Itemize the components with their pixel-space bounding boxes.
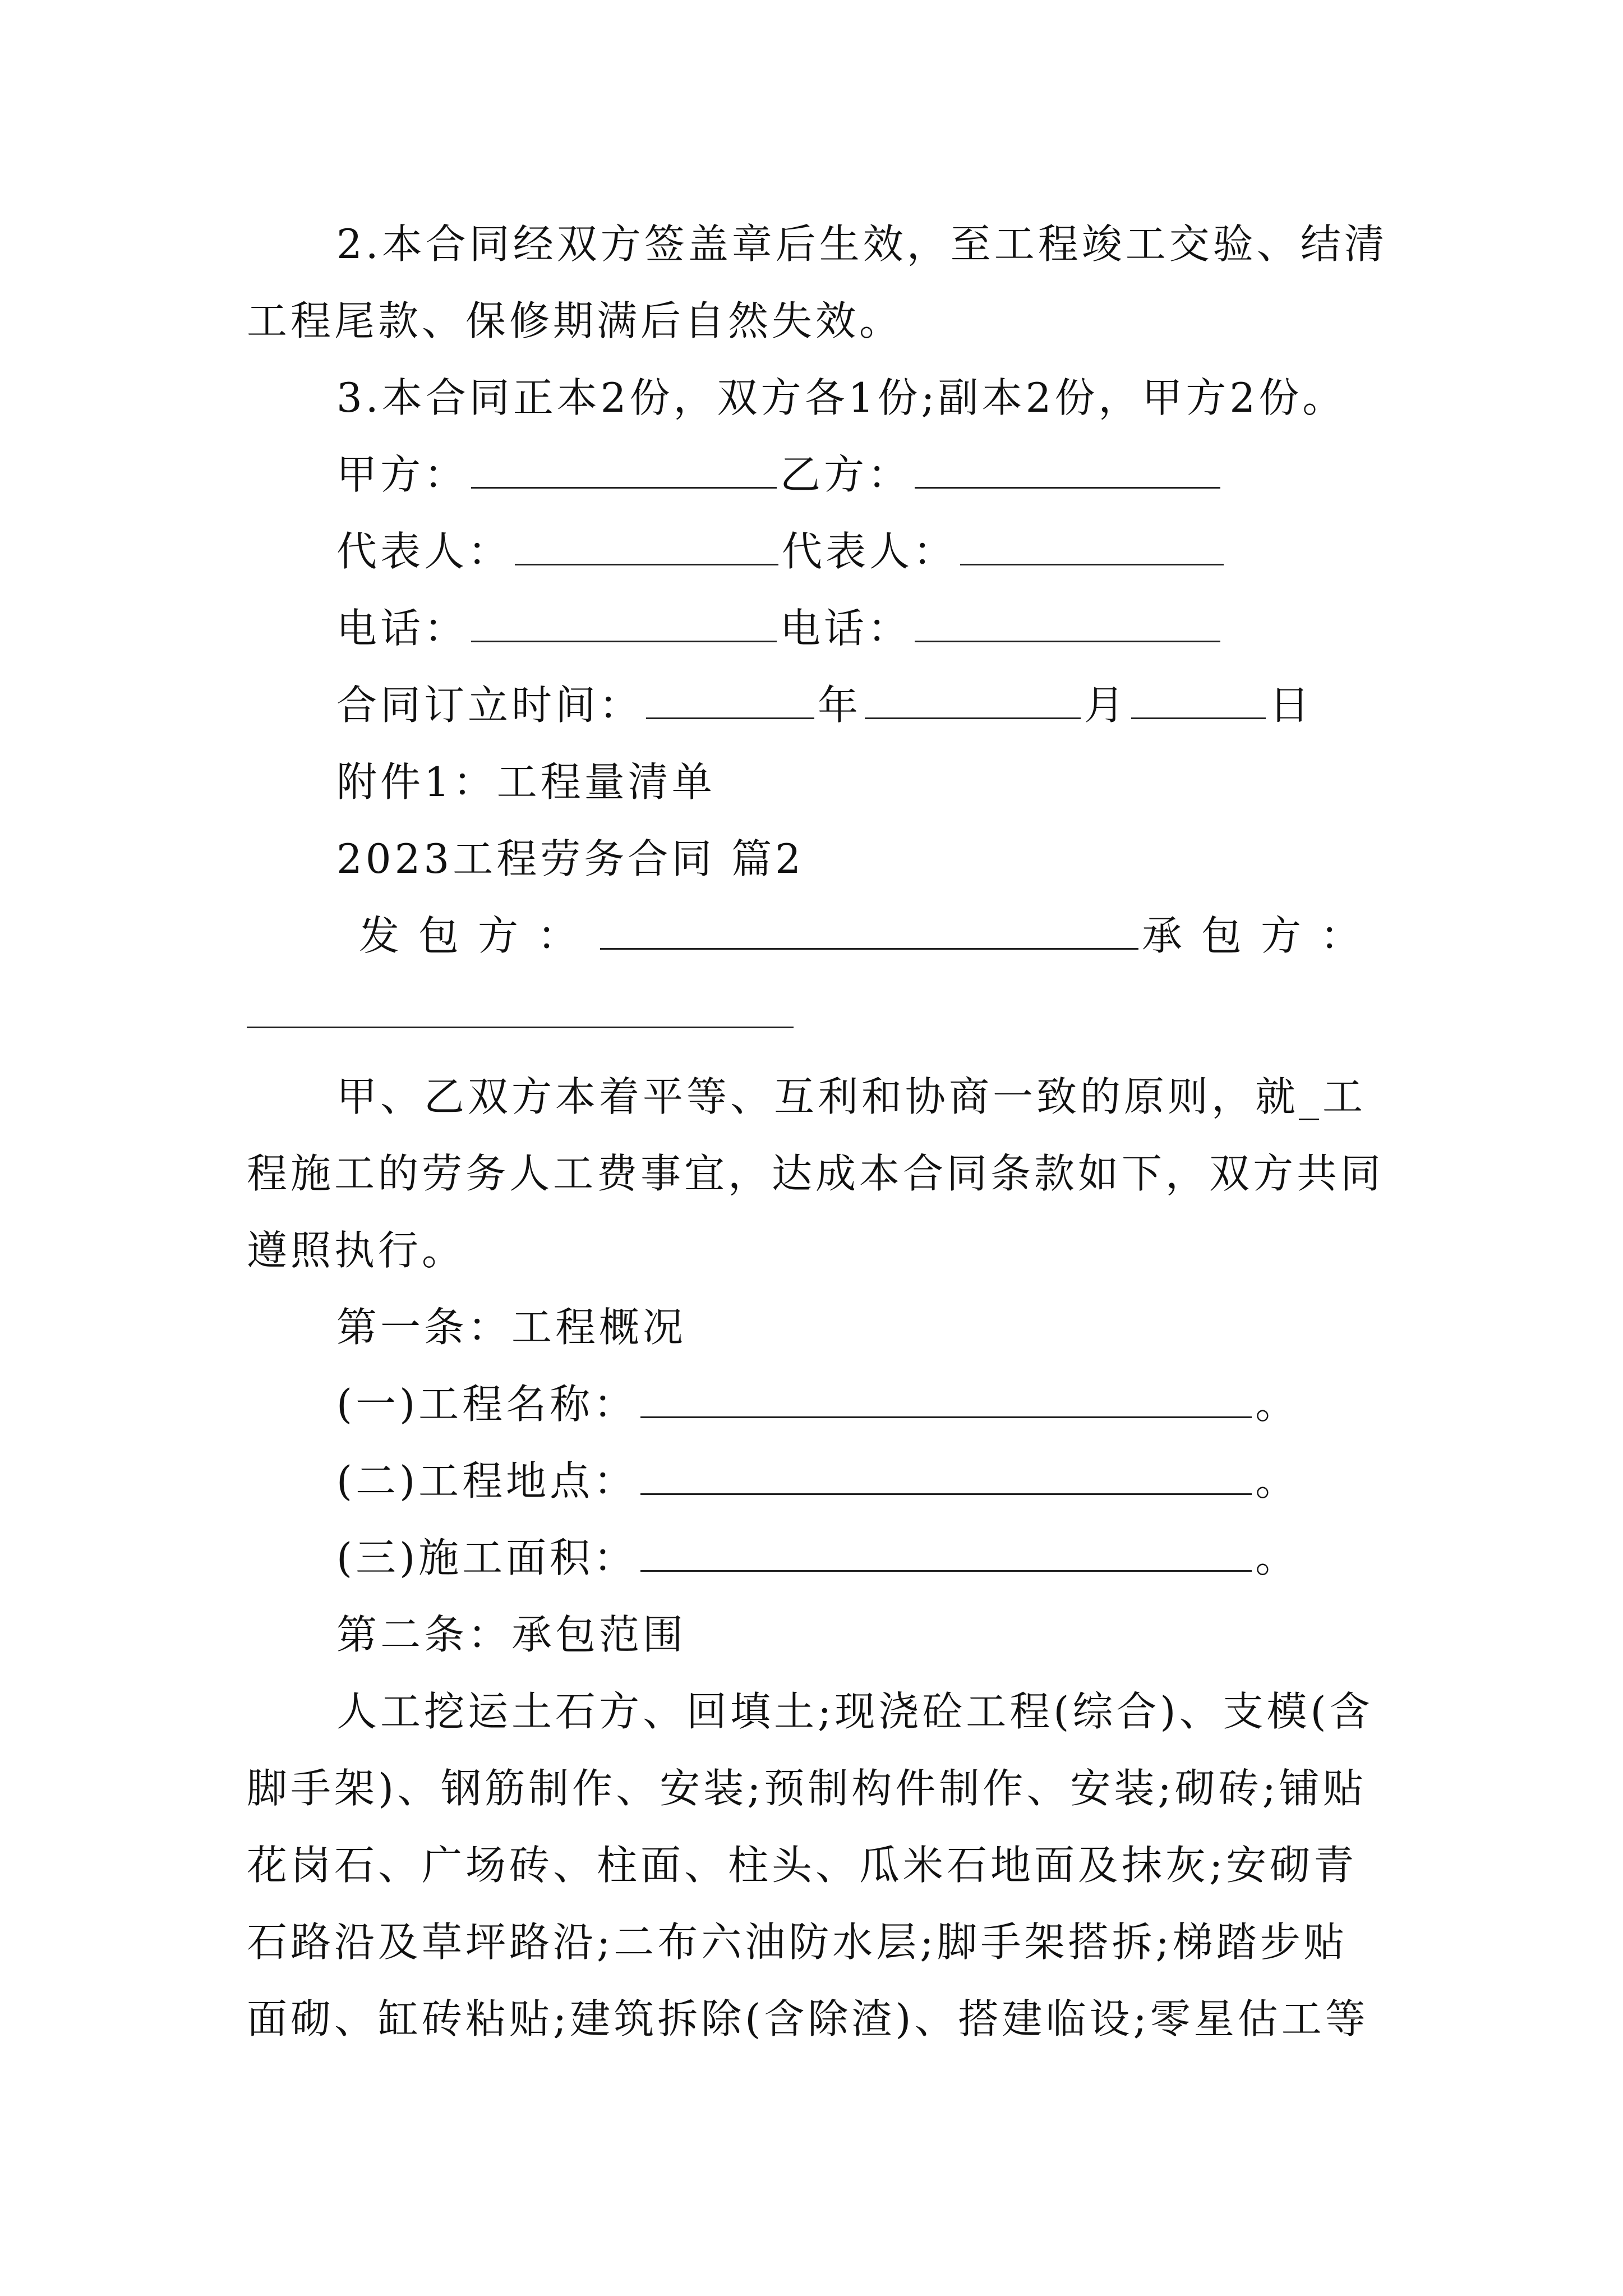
tel-b-label: 电话：	[780, 605, 912, 652]
scope-line-4: 石路沿及草坪路沿;二布六油防水层;脚手架搭拆;梯踏步贴	[247, 1918, 1348, 1966]
month-blank[interactable]	[865, 679, 1081, 719]
contractor-label: 承包方：	[1142, 912, 1380, 959]
month-label: 月	[1084, 682, 1128, 729]
intro-line-2: 程施工的劳务人工费事宜，达成本合同条款如下，双方共同	[247, 1150, 1385, 1197]
employer-blank[interactable]	[600, 910, 1138, 950]
attachment-note: 附件1：工程量清单	[336, 758, 716, 806]
project-name-blank[interactable]	[640, 1378, 1252, 1418]
article-1-title: 第一条：工程概况	[336, 1304, 687, 1351]
rep-a-label: 代表人：	[336, 528, 512, 575]
party-a-blank[interactable]	[471, 449, 777, 489]
representative-row	[336, 523, 1227, 579]
construction-area-end: 。	[1255, 1534, 1299, 1581]
scope-line-1: 人工挖运土石方、回填土;现浇砼工程(综合)、支模(含	[336, 1688, 1373, 1735]
project-site-blank[interactable]	[640, 1455, 1252, 1495]
construction-area-row	[336, 1530, 1299, 1586]
tel-a-label: 电话：	[336, 605, 468, 652]
construction-area-label: (三)施工面积：	[336, 1534, 638, 1581]
project-site-row	[336, 1453, 1299, 1509]
party-b-label: 乙方：	[780, 451, 912, 498]
scope-line-5: 面砌、缸砖粘贴;建筑拆除(含除渣)、搭建临设;零星估工等	[247, 1995, 1369, 2042]
tel-b-blank[interactable]	[915, 602, 1220, 642]
intro-line-1: 甲、乙双方本着平等、互利和协商一致的原则，就_工	[336, 1073, 1367, 1120]
section-title: 2023工程劳务合同 篇2	[336, 835, 804, 882]
year-blank[interactable]	[646, 679, 814, 719]
date-label: 合同订立时间：	[336, 682, 643, 729]
day-label: 日	[1269, 682, 1313, 729]
project-name-row	[336, 1376, 1299, 1432]
contractor-blank[interactable]	[247, 1027, 794, 1028]
party-row	[336, 447, 1224, 503]
project-site-label: (二)工程地点：	[336, 1457, 638, 1504]
rep-a-blank[interactable]	[515, 526, 778, 565]
construction-area-blank[interactable]	[640, 1532, 1252, 1572]
day-blank[interactable]	[1131, 679, 1266, 719]
party-b-blank[interactable]	[915, 449, 1220, 489]
contract-date-row	[336, 677, 1313, 733]
intro-line-3: 遵照执行。	[247, 1227, 466, 1274]
contractor-row	[359, 908, 1380, 964]
clause-2-line-2: 工程尾款、保修期满后自然失效。	[247, 297, 903, 344]
employer-label: 发包方：	[359, 912, 597, 959]
project-name-label: (一)工程名称：	[336, 1381, 638, 1428]
telephone-row	[336, 600, 1224, 656]
year-label: 年	[818, 682, 862, 729]
scope-line-3: 花岗石、广场砖、柱面、柱头、瓜米石地面及抹灰;安砌青	[247, 1842, 1358, 1889]
party-a-label: 甲方：	[336, 451, 468, 498]
rep-b-blank[interactable]	[960, 526, 1224, 565]
clause-3: 3.本合同正本2份，双方各1份;副本2份，甲方2份。	[336, 374, 1347, 421]
project-site-end: 。	[1255, 1457, 1299, 1504]
scope-line-2: 脚手架)、钢筋制作、安装;预制构件制作、安装;砌砖;铺贴	[247, 1765, 1367, 1812]
clause-2-line-1: 2.本合同经双方签盖章后生效，至工程竣工交验、结清	[336, 220, 1388, 268]
rep-b-label: 代表人：	[782, 528, 957, 575]
project-name-end: 。	[1255, 1381, 1299, 1428]
tel-a-blank[interactable]	[471, 602, 777, 642]
article-2-title: 第二条：承包范围	[336, 1611, 687, 1658]
